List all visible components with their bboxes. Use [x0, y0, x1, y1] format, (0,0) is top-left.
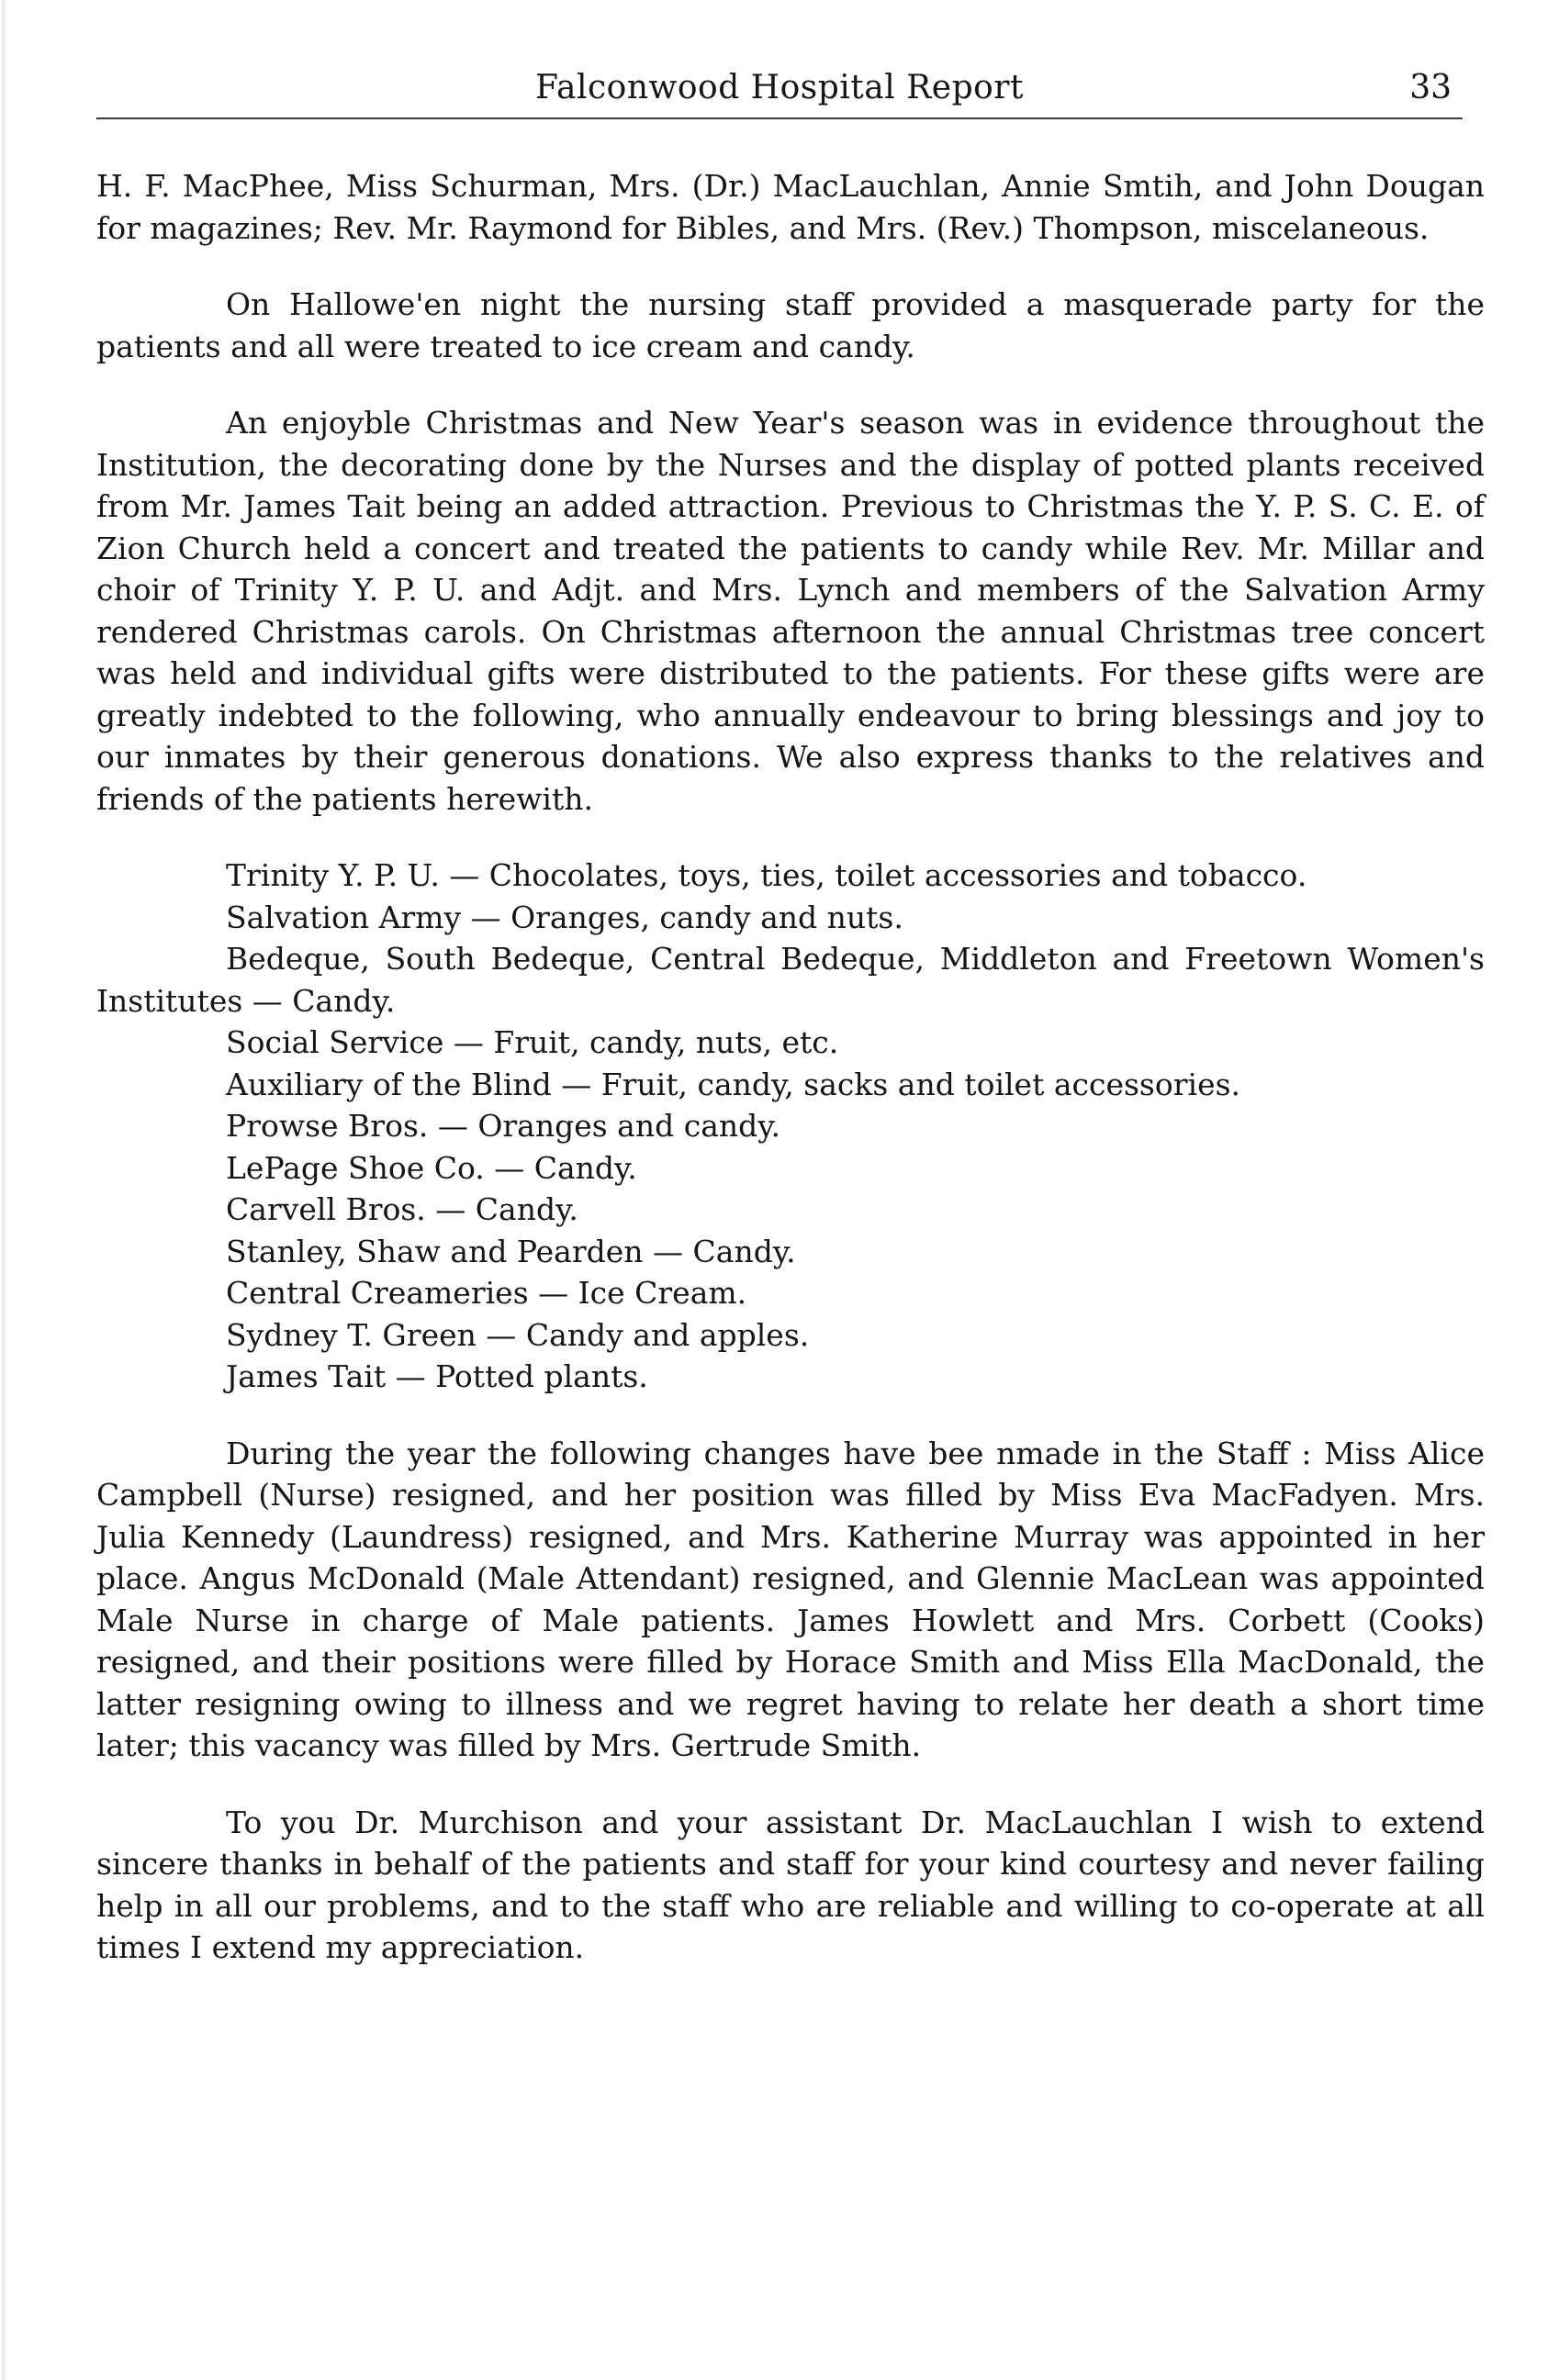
paragraph-christmas: An enjoyble Christmas and New Year's season was in evidence throughout the Institution, the decorating done by the Nurses and the display of potted plants received from Mr. James Tait being an added attraction. Previous to Christmas the Y. P. S. C. E. of Zion Church held a concert and treated the patients to candy while Rev. Mr. Millar and choir of Trinity Y. P. U. and Adjt. and Mrs. Lynch and members of the Salvation Army rendered Christmas carols. On Christmas afternoon the annual Christmas tree concert was held and individual gifts were distributed to the patients. For these gifts were are greatly indebted to the following, who annually endeavour to bring blessings and joy to our inmates by their generous donations. We also express thanks to the relatives and friends of the patients herewith.: [96, 405, 1485, 817]
scan-edge: [2, 0, 6, 2380]
running-title: Falconwood Hospital Report: [535, 69, 1024, 106]
donor-item: Central Creameries — Ice Cream.: [226, 1275, 747, 1311]
donor-item: Trinity Y. P. U. — Chocolates, toys, ties, toilet accessories and tobacco.: [226, 857, 1307, 893]
donor-item: Social Service — Fruit, candy, nuts, etc.: [226, 1024, 839, 1060]
donor-item: Salvation Army — Oranges, candy and nuts.: [226, 899, 903, 935]
body-text: [96, 165, 1485, 2004]
page-header: [96, 61, 1463, 125]
donor-item: James Tait — Potted plants.: [226, 1358, 648, 1394]
header-rule: [96, 117, 1463, 119]
donor-item: LePage Shoe Co. — Candy.: [226, 1149, 637, 1186]
donor-item: Bedeque, South Bedeque, Central Bedeque, Middleton and Freetown Women's Institutes — Candy.: [96, 941, 1485, 1019]
donor-list: [96, 855, 1485, 1398]
paragraph-thanks: To you Dr. Murchison and your assistant Dr. MacLauchlan I wish to extend sincere thanks in behalf of the patients and staff for your kind courtesy and never failing help in all our problems, and to the staff who are reliable and willing to co-operate at all times I extend my appreciation.: [96, 1804, 1485, 1965]
paragraph-halloween: On Hallowe'en night the nursing staff provided a masquerade party for the patients and all were treated to ice cream and candy.: [96, 286, 1485, 364]
paragraph-staff-changes: During the year the following changes have bee nmade in the Staff : Miss Alice Campbell (Nurse) resigned, and her position was filled by Miss Eva MacFadyen. Mrs. Julia Kennedy (Laundress) resigned, and Mrs. Katherine Murray was appointed in her place. Angus McDonald (Male Attendant) resigned, and Glennie MacLean was appointed Male Nurse in charge of Male patients. James Howlett and Mrs. Corbett (Cooks) resigned, and their positions were filled by Horace Smith and Miss Ella MacDonald, the latter resigning owing to illness and we regret having to relate her death a short time later; this vacancy was filled by Mrs. Gertrude Smith.: [96, 1435, 1485, 1763]
paragraph-donations-continued: H. F. MacPhee, Miss Schurman, Mrs. (Dr.) MacLauchlan, Annie Smtih, and John Dougan for magazines; Rev. Mr. Raymond for Bibles, and Mrs. (Rev.) Thompson, miscelaneous.: [96, 168, 1485, 246]
page-number: 33: [1409, 69, 1452, 106]
donor-item: Auxiliary of the Blind — Fruit, candy, sacks and toilet accessories.: [226, 1066, 1241, 1102]
donor-item: Stanley, Shaw and Pearden — Candy.: [226, 1233, 796, 1269]
donor-item: Prowse Bros. — Oranges and candy.: [226, 1108, 781, 1144]
donor-item: Carvell Bros. — Candy.: [226, 1191, 578, 1227]
donor-item: Sydney T. Green — Candy and apples.: [226, 1316, 810, 1353]
